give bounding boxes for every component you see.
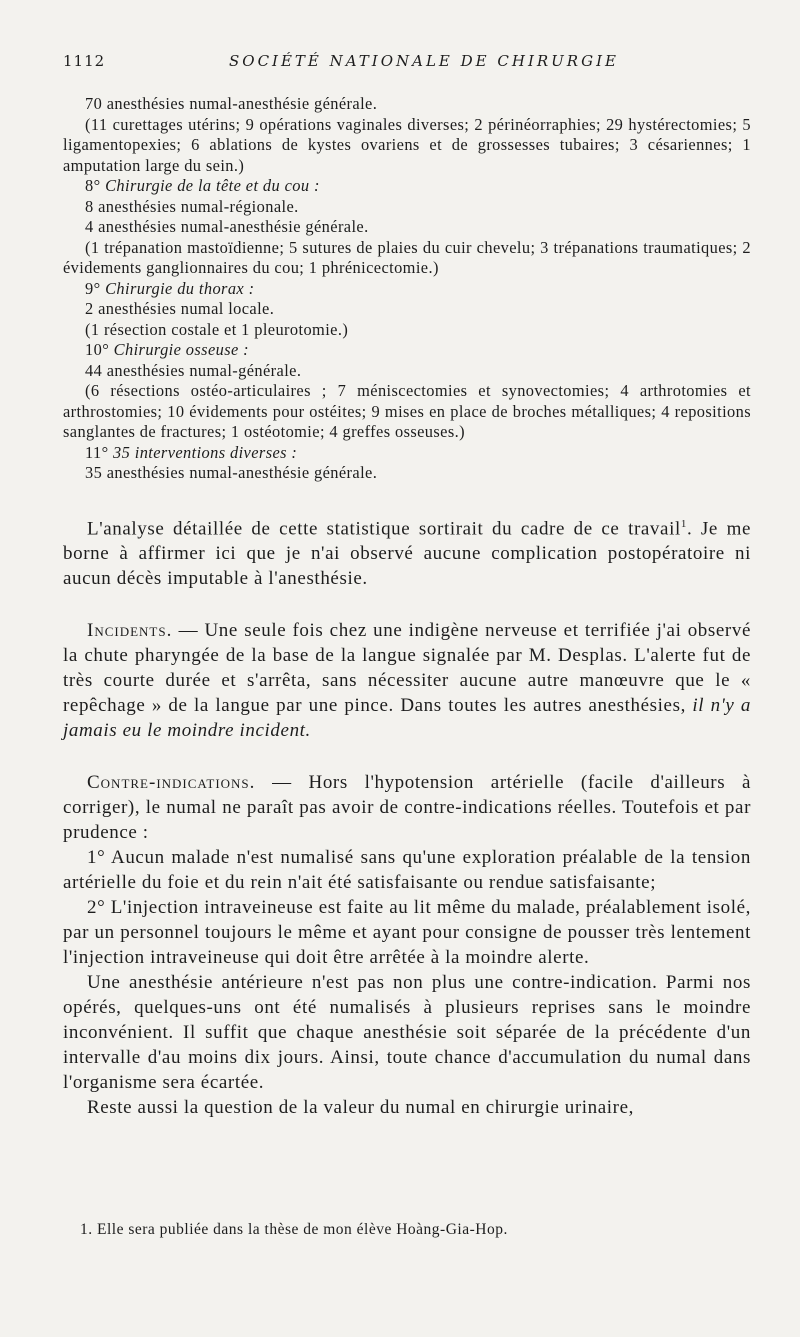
stat-line: 2 anesthésies numal locale. xyxy=(85,299,275,318)
section-heading-8: 8° Chirurgie de la tête et du cou : xyxy=(85,176,320,195)
paragraph-urinary: Reste aussi la question de la valeur du numal en chirurgie urinaire, xyxy=(87,1096,634,1118)
page-header xyxy=(63,52,751,82)
stat-detail: (1 trépanation mastoïdienne; 5 sutures de plaies du cuir chevelu; 3 trépanations traumatiques; 2 évidements ganglionnaires du cou; 1 phrénicectomie.) xyxy=(63,237,751,277)
footnote-ref: 1 xyxy=(680,517,687,530)
paragraph-analysis: L'analyse détaillée de cette statistique sortirait du cadre de ce travail$^1$. Je me borne à affirmer ici que je n'ai observé aucune complication postopératoire ni aucun décès imputable à l'anesthésie. xyxy=(63,517,751,589)
page xyxy=(63,52,751,1120)
list-item-2: 2° L'injection intraveineuse est faite au lit même du malade, préalablement isolé, par un personnel toujours le même et ayant pour consigne de pousser très lentement l'injection intraveineuse qui doit être arrêtée à la moindre alerte. xyxy=(63,896,751,968)
running-title: SOCIÉTÉ NATIONALE DE CHIRURGIE xyxy=(229,52,619,70)
paragraph-prior-anesthesia: Une anesthésie antérieure n'est pas non plus une contre-indication. Parmi nos opérés, quelques-uns ont été numalisés à plusieurs reprises sans le moindre inconvénient. Il suffit que chaque anesthésie soit séparée de la précédente d'un intervalle d'au moins dix jours. Ainsi, toute chance d'accumulation du numal dans l'organisme sera écartée. xyxy=(63,971,751,1093)
paragraph-incidents: Incidents. — Une seule fois chez une indigène nerveuse et terrifiée j'ai observé la chute pharyngée de la base de la langue signalée par M. Desplas. L'alerte fut de très courte durée et s'arrêta, sans nécessiter aucune autre manœuvre que le « repêchage » de la langue par une pince. Dans toutes les autres anesthésies, il n'y a jamais eu le moindre incident. xyxy=(63,619,751,741)
statistics-block xyxy=(63,94,751,484)
section-heading-9: 9° Chirurgie du thorax : xyxy=(85,278,255,298)
stat-line: 70 anesthésies numal-anesthésie générale. xyxy=(85,94,378,113)
stat-detail: (6 résections ostéo-articulaires ; 7 méniscectomies et synovectomies; 4 arthrotomies et arthrostomies; 10 évidements pour ostéites; 9 mises en place de broches métalliques; 4 repositions sanglantes de fractures; 1 ostéotomie; 4 greffes osseuses.) xyxy=(63,381,751,441)
stat-line: 35 anesthésies numal-anesthésie générale. xyxy=(85,463,378,482)
stat-detail: (1 résection costale et 1 pleurotomie.) xyxy=(85,319,349,339)
stat-detail: (11 curettages utérins; 9 opérations vaginales diverses; 2 périnéorraphies; 29 hystérectomies; 5 ligamentopexies; 6 ablations de kystes ovariens et de grossesses tubaires; 3 césariennes; 1 amputation large du sein.) xyxy=(63,114,751,175)
section-heading-10: 10° Chirurgie osseuse : xyxy=(85,340,250,359)
incidents-heading: Incidents. xyxy=(87,619,173,641)
body-text xyxy=(63,512,751,1120)
page-number: 1112 xyxy=(63,52,106,70)
paragraph-contraindications: Contre-indications. — Hors l'hypotension artérielle (facile d'ailleurs à corriger), le numal ne paraît pas avoir de contre-indications réelles. Toutefois et par prudence : xyxy=(63,771,751,843)
stat-line: 4 anesthésies numal-anesthésie générale. xyxy=(85,217,369,236)
contraindications-heading: Contre-indications. xyxy=(87,771,256,793)
stat-line: 8 anesthésies numal-régionale. xyxy=(85,196,299,216)
stat-line: 44 anesthésies numal-générale. xyxy=(85,360,302,380)
list-item-1: 1° Aucun malade n'est numalisé sans qu'une exploration préalable de la tension artérielle du foie et du rein n'ait été satisfaisante ou rendue satisfaisante; xyxy=(63,846,751,893)
footnote: 1. Elle sera publiée dans la thèse de mon élève Hoàng-Gia-Hop. xyxy=(80,1221,508,1238)
section-heading-11: 11° 35 interventions diverses : xyxy=(85,442,298,462)
